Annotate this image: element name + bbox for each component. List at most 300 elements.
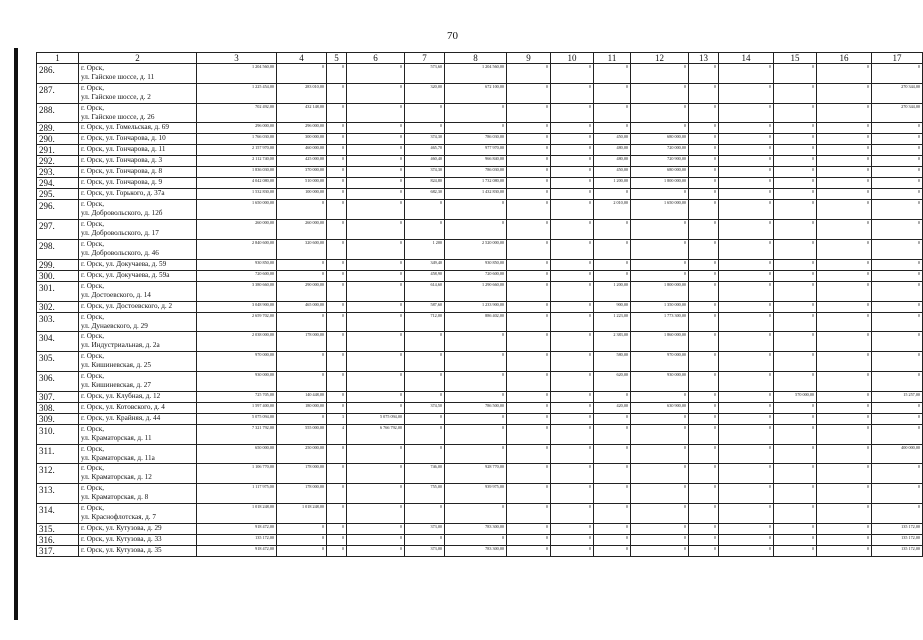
address-cell xyxy=(79,239,197,259)
address-cell xyxy=(79,83,197,103)
address-line: г. Орск, ул. Докучаева, д. 59а xyxy=(81,270,170,279)
value-cell: 939 975,00 xyxy=(445,484,507,504)
value-cell: 0 xyxy=(327,281,347,301)
value-cell: 918 472,00 xyxy=(197,545,277,556)
address-line: г. Орск, xyxy=(81,332,104,341)
value-cell: 0 xyxy=(594,270,631,281)
value-cell: 0 xyxy=(277,200,327,220)
address-line: г. Орск, ул. Кутузова, д. 35 xyxy=(81,545,162,554)
value-cell: 0 xyxy=(347,64,405,84)
value-cell: 0 xyxy=(689,444,719,464)
value-cell: 0 xyxy=(817,134,872,145)
value-cell: 0 xyxy=(445,534,507,545)
value-cell: 0 xyxy=(774,103,817,123)
table-row xyxy=(37,281,923,301)
value-cell: 0 xyxy=(817,145,872,156)
value-cell: 0 xyxy=(347,332,405,352)
value-cell: 0 xyxy=(551,83,594,103)
value-cell: 680 000,00 xyxy=(631,134,689,145)
address-cell xyxy=(79,352,197,372)
value-cell: 0 xyxy=(817,64,872,84)
value-cell: 458,90 xyxy=(405,270,445,281)
value-cell: 0 xyxy=(719,145,774,156)
register-table xyxy=(36,52,923,557)
value-cell: 2 157 970,00 xyxy=(197,145,277,156)
value-cell: 0 xyxy=(594,484,631,504)
value-cell: 0 xyxy=(405,424,445,444)
column-header: 15 xyxy=(774,53,817,64)
value-cell: 0 xyxy=(774,167,817,178)
value-cell: 1 350 000,00 xyxy=(631,301,689,312)
value-cell: 1 200,00 xyxy=(594,281,631,301)
value-cell: 0 xyxy=(631,189,689,200)
value-cell: 349,40 xyxy=(405,259,445,270)
value-cell: 0 xyxy=(774,134,817,145)
row-number: 312. xyxy=(37,464,79,484)
value-cell: 786 500,00 xyxy=(445,402,507,413)
value-cell: 650 000,00 xyxy=(197,444,277,464)
column-header: 8 xyxy=(445,53,507,64)
value-cell: 0 xyxy=(327,332,347,352)
address-line: ул. Краснофлотская, д. 7 xyxy=(81,512,156,521)
value-cell: 0 xyxy=(347,123,405,134)
row-number: 307. xyxy=(37,391,79,402)
value-cell: 712,00 xyxy=(405,312,445,332)
table-row xyxy=(37,312,923,332)
address-line: ул. Кишиневская, д. 25 xyxy=(81,361,151,370)
value-cell: 0 xyxy=(445,103,507,123)
value-cell: 0 xyxy=(405,534,445,545)
value-cell: 0 xyxy=(594,189,631,200)
value-cell: 0 xyxy=(327,64,347,84)
value-cell: 260 000,00 xyxy=(197,220,277,240)
value-cell: 320 600,00 xyxy=(277,239,327,259)
value-cell: 0 xyxy=(631,523,689,534)
value-cell: 460 000,00 xyxy=(277,145,327,156)
row-number: 311. xyxy=(37,444,79,464)
address-line: г. Орск, xyxy=(81,239,104,248)
value-cell: 0 xyxy=(631,64,689,84)
column-header: 12 xyxy=(631,53,689,64)
value-cell: 0 xyxy=(774,156,817,167)
value-cell: 0 xyxy=(689,167,719,178)
value-cell: 970 000,00 xyxy=(631,352,689,372)
value-cell: 0 xyxy=(507,301,551,312)
value-cell: 0 xyxy=(817,352,872,372)
value-cell: 0 xyxy=(347,259,405,270)
value-cell: 0 xyxy=(551,103,594,123)
value-cell: 0 xyxy=(719,156,774,167)
value-cell: 0 xyxy=(689,402,719,413)
row-number: 301. xyxy=(37,281,79,301)
value-cell: 0 xyxy=(631,270,689,281)
address-line: г. Орск, xyxy=(81,352,104,361)
value-cell: 0 xyxy=(774,83,817,103)
address-line: г. Орск, xyxy=(81,444,104,453)
value-cell: 0 xyxy=(689,220,719,240)
address-line: г. Орск, ул. Горького, д. 37а xyxy=(81,189,165,198)
row-number: 289. xyxy=(37,123,79,134)
address-line: ул. Гайское шоссе, д. 26 xyxy=(81,112,155,121)
value-cell: 977 970,00 xyxy=(445,145,507,156)
value-cell: 0 xyxy=(347,312,405,332)
value-cell: 1 836 030,00 xyxy=(197,167,277,178)
value-cell: 0 xyxy=(551,145,594,156)
value-cell: 0 xyxy=(689,189,719,200)
address-cell xyxy=(79,189,197,200)
table-row xyxy=(37,156,923,167)
value-cell: 0 xyxy=(277,312,327,332)
value-cell: 0 xyxy=(551,312,594,332)
value-cell: 0 xyxy=(719,259,774,270)
value-cell: 0 xyxy=(872,189,923,200)
address-cell xyxy=(79,424,197,444)
value-cell: 970 000,00 xyxy=(197,352,277,372)
value-cell: 702 492,00 xyxy=(197,103,277,123)
value-cell: 0 xyxy=(872,352,923,372)
table-row xyxy=(37,464,923,484)
value-cell: 0 xyxy=(872,402,923,413)
value-cell: 135 172,00 xyxy=(872,523,923,534)
value-cell: 0 xyxy=(872,200,923,220)
value-cell: 2 840 600,00 xyxy=(197,239,277,259)
row-number: 309. xyxy=(37,413,79,424)
address-line: г. Орск, xyxy=(81,424,104,433)
row-number: 315. xyxy=(37,523,79,534)
address-line: ул. Добровольского, д. 46 xyxy=(81,248,159,257)
value-cell: 0 xyxy=(277,371,327,391)
value-cell: 0 xyxy=(817,281,872,301)
value-cell: 570 000,00 xyxy=(774,391,817,402)
value-cell: 0 xyxy=(719,83,774,103)
value-cell: 0 xyxy=(507,178,551,189)
value-cell: 0 xyxy=(689,371,719,391)
row-number: 295. xyxy=(37,189,79,200)
value-cell: 0 xyxy=(445,371,507,391)
value-cell: 0 xyxy=(507,167,551,178)
value-cell: 0 xyxy=(507,464,551,484)
value-cell: 0 xyxy=(507,123,551,134)
table-row xyxy=(37,239,923,259)
value-cell: 135 172,00 xyxy=(872,534,923,545)
value-cell: 0 xyxy=(594,464,631,484)
value-cell: 0 xyxy=(327,123,347,134)
address-cell xyxy=(79,534,197,545)
value-cell: 250 000,00 xyxy=(277,444,327,464)
value-cell: 1 860 000,00 xyxy=(631,332,689,352)
value-cell: 4 042 080,00 xyxy=(197,178,277,189)
column-header: 17 xyxy=(872,53,923,64)
value-cell: 0 xyxy=(817,239,872,259)
value-cell: 900,00 xyxy=(594,301,631,312)
value-cell: 432 148,00 xyxy=(277,103,327,123)
address-line: г. Орск, ул. Гончарова, д. 8 xyxy=(81,167,163,176)
value-cell: 0 xyxy=(327,270,347,281)
value-cell: 0 xyxy=(631,239,689,259)
address-cell xyxy=(79,123,197,134)
value-cell: 0 xyxy=(719,220,774,240)
value-cell: 0 xyxy=(277,352,327,372)
address-line: г. Орск, ул. Кутузова, д. 33 xyxy=(81,534,162,543)
value-cell: 0 xyxy=(445,200,507,220)
row-number: 297. xyxy=(37,220,79,240)
value-cell: 0 xyxy=(277,259,327,270)
value-cell: 0 xyxy=(551,281,594,301)
value-cell: 0 xyxy=(689,424,719,444)
left-margin-bar xyxy=(14,48,18,620)
value-cell: 0 xyxy=(507,259,551,270)
value-cell: 465 000,00 xyxy=(277,301,327,312)
value-cell: 0 xyxy=(817,503,872,523)
value-cell: 0 xyxy=(689,281,719,301)
value-cell: 0 xyxy=(347,503,405,523)
row-number: 298. xyxy=(37,239,79,259)
value-cell: 0 xyxy=(277,545,327,556)
value-cell: 2 010,00 xyxy=(594,200,631,220)
address-line: ул. Краматорская, д. 8 xyxy=(81,493,149,502)
value-cell: 0 xyxy=(817,371,872,391)
value-cell: 0 xyxy=(631,413,689,424)
address-cell xyxy=(79,156,197,167)
value-cell: 0 xyxy=(551,402,594,413)
value-cell: 680 000,00 xyxy=(631,167,689,178)
value-cell: 0 xyxy=(719,189,774,200)
value-cell: 0 xyxy=(507,484,551,504)
value-cell: 672 100,00 xyxy=(445,83,507,103)
value-cell: 0 xyxy=(774,413,817,424)
value-cell: 0 xyxy=(551,413,594,424)
value-cell: 0 xyxy=(872,123,923,134)
value-cell: 0 xyxy=(774,371,817,391)
value-cell: 1 650 000,00 xyxy=(631,200,689,220)
value-cell: 0 xyxy=(774,534,817,545)
value-cell: 0 xyxy=(689,156,719,167)
value-cell: 2 112 740,00 xyxy=(197,156,277,167)
address-cell xyxy=(79,545,197,556)
column-header: 6 xyxy=(347,53,405,64)
value-cell: 3 xyxy=(327,413,347,424)
value-cell: 0 xyxy=(872,312,923,332)
value-cell: 0 xyxy=(551,503,594,523)
value-cell: 0 xyxy=(551,220,594,240)
address-line: г. Орск, ул. Кутузова, д. 29 xyxy=(81,523,162,532)
value-cell: 0 xyxy=(872,301,923,312)
value-cell: 0 xyxy=(551,178,594,189)
value-cell: 373,00 xyxy=(405,545,445,556)
value-cell: 374,50 xyxy=(405,402,445,413)
value-cell: 0 xyxy=(631,444,689,464)
value-cell: 573,60 xyxy=(405,64,445,84)
value-cell: 0 xyxy=(327,444,347,464)
value-cell: 720 600,00 xyxy=(445,270,507,281)
row-number: 294. xyxy=(37,178,79,189)
value-cell: 296 000,00 xyxy=(277,123,327,134)
address-line: г. Орск, xyxy=(81,371,104,380)
value-cell: 0 xyxy=(719,371,774,391)
value-cell: 460,40 xyxy=(405,156,445,167)
address-cell xyxy=(79,178,197,189)
table-row xyxy=(37,83,923,103)
value-cell: 0 xyxy=(631,545,689,556)
value-cell: 0 xyxy=(817,444,872,464)
value-cell: 135 172,00 xyxy=(197,534,277,545)
value-cell: 0 xyxy=(631,259,689,270)
value-cell: 0 xyxy=(689,534,719,545)
value-cell: 0 xyxy=(631,391,689,402)
value-cell: 0 xyxy=(347,301,405,312)
value-cell: 0 xyxy=(774,189,817,200)
value-cell: 0 xyxy=(327,352,347,372)
value-cell: 1 597 400,00 xyxy=(197,402,277,413)
address-line: г. Орск, xyxy=(81,312,104,321)
value-cell: 930 000,00 xyxy=(631,371,689,391)
value-cell: 0 xyxy=(551,464,594,484)
value-cell: 0 xyxy=(507,402,551,413)
value-cell: 0 xyxy=(327,545,347,556)
value-cell: 0 xyxy=(594,259,631,270)
table-row xyxy=(37,503,923,523)
value-cell: 0 xyxy=(507,134,551,145)
value-cell: 0 xyxy=(507,156,551,167)
value-cell: 0 xyxy=(872,332,923,352)
value-cell: 1 018 248,00 xyxy=(197,503,277,523)
value-cell: 0 xyxy=(551,259,594,270)
value-cell: 1 766 030,00 xyxy=(197,134,277,145)
table-row xyxy=(37,64,923,84)
value-cell: 0 xyxy=(817,200,872,220)
value-cell: 300 000,00 xyxy=(277,134,327,145)
value-cell: 0 xyxy=(872,259,923,270)
value-cell: 783 300,00 xyxy=(445,545,507,556)
address-cell xyxy=(79,103,197,123)
address-line: г. Орск, ул. Гончарова, д. 11 xyxy=(81,145,166,154)
value-cell: 0 xyxy=(689,270,719,281)
value-cell: 0 xyxy=(719,424,774,444)
value-cell: 320,00 xyxy=(405,83,445,103)
value-cell: 1 773 300,00 xyxy=(631,312,689,332)
value-cell: 0 xyxy=(347,391,405,402)
value-cell: 0 xyxy=(347,352,405,372)
value-cell: 0 xyxy=(327,167,347,178)
value-cell: 0 xyxy=(551,444,594,464)
value-cell: 373,00 xyxy=(405,523,445,534)
address-line: ул. Дунаевского, д. 29 xyxy=(81,321,148,330)
value-cell: 0 xyxy=(817,413,872,424)
value-cell: 1 223,00 xyxy=(594,312,631,332)
value-cell: 0 xyxy=(817,83,872,103)
value-cell: 0 xyxy=(774,200,817,220)
value-cell: 0 xyxy=(719,200,774,220)
value-cell: 0 xyxy=(405,352,445,372)
value-cell: 0 xyxy=(277,413,327,424)
value-cell: 0 xyxy=(347,281,405,301)
value-cell: 0 xyxy=(507,352,551,372)
value-cell: 0 xyxy=(551,156,594,167)
value-cell: 0 xyxy=(327,178,347,189)
table-row xyxy=(37,220,923,240)
value-cell: 4 xyxy=(327,424,347,444)
table-row xyxy=(37,103,923,123)
address-line: г. Орск, ул. Гончарова, д. 10 xyxy=(81,134,166,143)
value-cell: 370 000,00 xyxy=(277,167,327,178)
address-cell xyxy=(79,134,197,145)
address-cell xyxy=(79,312,197,332)
value-cell: 0 xyxy=(774,178,817,189)
value-cell: 0 xyxy=(719,352,774,372)
value-cell: 0 xyxy=(347,270,405,281)
value-cell: 0 xyxy=(774,270,817,281)
value-cell: 1 650 000,00 xyxy=(197,200,277,220)
value-cell: 2 383,00 xyxy=(594,332,631,352)
address-cell xyxy=(79,444,197,464)
value-cell: 0 xyxy=(817,270,872,281)
value-cell: 786 030,00 xyxy=(445,134,507,145)
value-cell: 0 xyxy=(405,200,445,220)
value-cell: 0 xyxy=(347,402,405,413)
address-cell xyxy=(79,301,197,312)
address-line: г. Орск, xyxy=(81,103,104,112)
row-number: 287. xyxy=(37,83,79,103)
row-number: 316. xyxy=(37,534,79,545)
value-cell: 0 xyxy=(347,464,405,484)
address-line: ул. Краматорская, д. 11 xyxy=(81,433,152,442)
value-cell: 0 xyxy=(594,534,631,545)
value-cell: 0 xyxy=(631,123,689,134)
value-cell: 0 xyxy=(594,545,631,556)
value-cell: 420,00 xyxy=(594,402,631,413)
value-cell: 1 233 900,00 xyxy=(445,301,507,312)
value-cell: 1 204 560,00 xyxy=(445,64,507,84)
value-cell: 0 xyxy=(719,239,774,259)
column-header: 11 xyxy=(594,53,631,64)
value-cell: 0 xyxy=(445,444,507,464)
value-cell: 0 xyxy=(405,413,445,424)
value-cell: 0 xyxy=(347,484,405,504)
value-cell: 0 xyxy=(872,178,923,189)
value-cell: 0 xyxy=(327,402,347,413)
value-cell: 0 xyxy=(327,134,347,145)
value-cell: 178 000,00 xyxy=(277,464,327,484)
value-cell: 1 800 000,00 xyxy=(631,178,689,189)
value-cell: 0 xyxy=(405,371,445,391)
address-line: ул. Краматорская, д. 12 xyxy=(81,473,152,482)
column-header: 16 xyxy=(817,53,872,64)
value-cell: 0 xyxy=(551,545,594,556)
value-cell: 0 xyxy=(774,352,817,372)
value-cell: 0 xyxy=(551,189,594,200)
value-cell: 0 xyxy=(507,145,551,156)
value-cell: 0 xyxy=(507,281,551,301)
value-cell: 0 xyxy=(277,64,327,84)
value-cell: 966 840,00 xyxy=(445,156,507,167)
value-cell: 0 xyxy=(277,270,327,281)
address-cell xyxy=(79,281,197,301)
row-number: 300. xyxy=(37,270,79,281)
value-cell: 0 xyxy=(327,301,347,312)
address-line: г. Орск, ул. Докучаева, д. 59 xyxy=(81,259,167,268)
value-cell: 0 xyxy=(347,545,405,556)
value-cell: 0 xyxy=(551,352,594,372)
value-cell: 824,80 xyxy=(405,178,445,189)
value-cell: 0 xyxy=(445,123,507,134)
address-line: г. Орск, ул. Гончарова, д. 9 xyxy=(81,178,163,187)
value-cell: 0 xyxy=(405,123,445,134)
value-cell: 0 xyxy=(594,391,631,402)
value-cell: 0 xyxy=(347,178,405,189)
value-cell: 0 xyxy=(347,239,405,259)
address-line: ул. Достоевского, д. 14 xyxy=(81,290,151,299)
value-cell: 587,60 xyxy=(405,301,445,312)
